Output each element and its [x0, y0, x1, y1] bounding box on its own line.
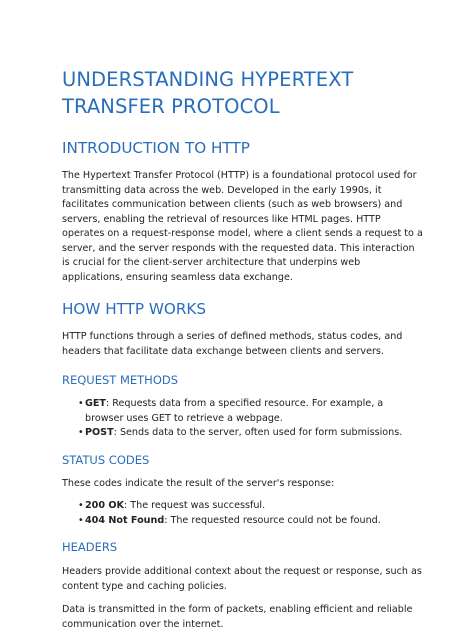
list-item-text: : The requested resource could not be found. — [164, 514, 381, 526]
subsection-heading-request-methods: REQUEST METHODS — [62, 373, 179, 387]
list-item-term: GET — [85, 398, 106, 409]
list-item-term: 200 OK — [85, 500, 124, 511]
bullet-icon: • — [78, 514, 84, 526]
list-item-text: : Sends data to the server, often used for form submissions. — [113, 427, 403, 438]
bullet-icon: • — [78, 427, 84, 438]
subsection-heading-status-codes: STATUS CODES — [62, 452, 150, 467]
list-item-text: : Requests data from a specified resource. For example, a browser uses GET to retrieve a webpage. — [85, 398, 384, 424]
bullet-icon: • — [78, 500, 84, 511]
status-codes-list — [62, 499, 424, 528]
section-heading-how: HOW HTTP WORKS — [62, 300, 207, 318]
subsection-heading-headers: HEADERS — [62, 540, 118, 554]
list-item — [62, 426, 424, 441]
list-item-term: POST — [85, 427, 114, 438]
intro-paragraph: The Hypertext Transfer Protocol (HTTP) is a foundational protocol used for transmitting data across the web. Developed in the early 1990s, it facilitates communication between clients (such as web browsers) and servers, enabling the retrieval of resources like HTML pages. HTTP operates on a request-response model, where a client sends a request to a server, and the server responds with the requested data. This interaction is crucial for the client-server architecture that underpins web applications, ensuring seamless data exchange. — [62, 170, 423, 283]
document-title: UNDERSTANDING HYPERTEXT TRANSFER PROTOCOL — [62, 68, 354, 118]
list-item-text: : The request was successful. — [123, 500, 266, 511]
headers-paragraph: Headers provide additional context about the request or response, such as content type and caching policies. — [62, 566, 422, 592]
list-item-term: 404 Not Found — [85, 514, 165, 526]
list-item — [62, 397, 424, 426]
transmission-paragraph: Data is transmitted in the form of packets, enabling efficient and reliable communication over the internet. — [62, 604, 413, 630]
request-methods-list — [62, 397, 424, 441]
list-item — [62, 499, 424, 514]
section-heading-intro: INTRODUCTION TO HTTP — [62, 139, 250, 157]
list-item — [62, 514, 424, 529]
bullet-icon: • — [78, 398, 84, 409]
status-codes-paragraph: These codes indicate the result of the server's response: — [62, 477, 335, 489]
how-paragraph: HTTP functions through a series of defined methods, status codes, and headers that facilitate data exchange between clients and servers. — [62, 331, 403, 357]
